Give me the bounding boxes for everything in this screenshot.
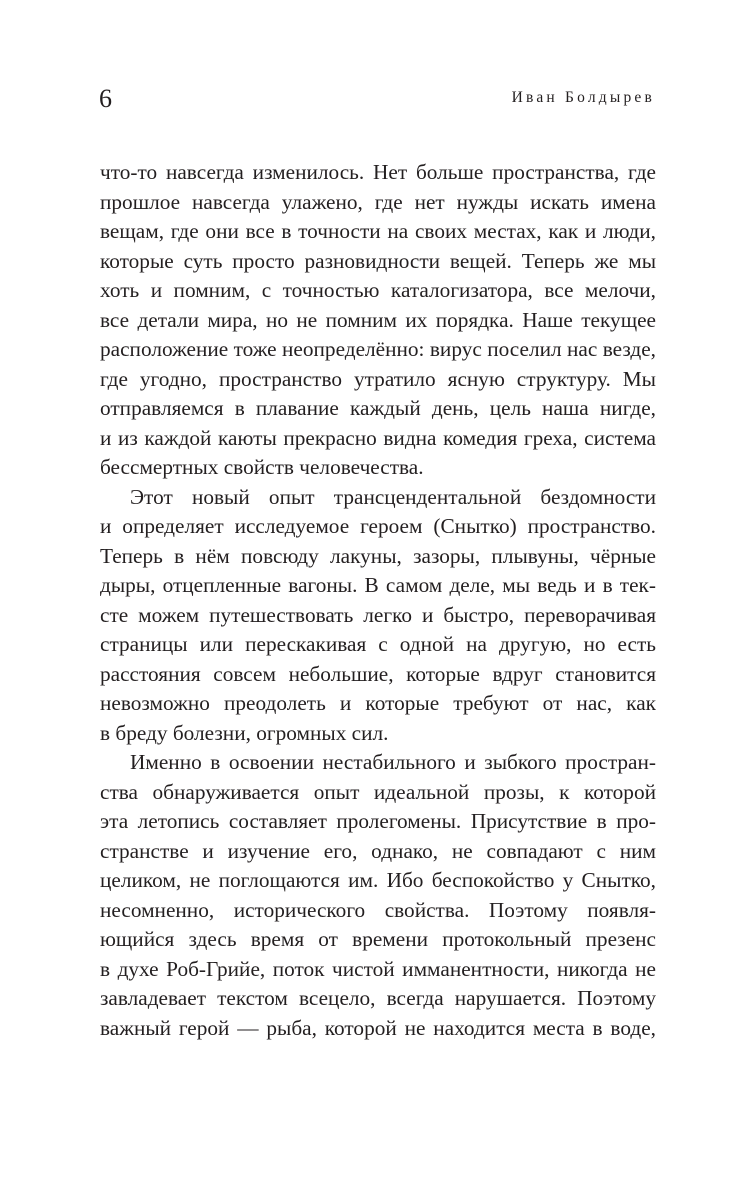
running-head-author: Иван Болдырев xyxy=(511,89,655,106)
text-line: хоть и помним, с точностью каталогизатора, все мелочи, xyxy=(100,278,656,302)
text-line: расположение тоже неопределённо: вирус поселил нас везде, xyxy=(100,337,656,361)
text-line: ства обнаруживается опыт идеальной прозы, к которой xyxy=(100,779,656,804)
text-line: важный герой — рыба, которой не находится места в воде, xyxy=(100,1015,656,1040)
paragraph xyxy=(100,158,656,483)
text-line: в духе Роб-Грийе, поток чистой имманентности, никогда не xyxy=(100,956,656,981)
text-line: прошлое навсегда улажено, где нет нужды искать имена xyxy=(100,189,656,214)
text-line: отправляемся в плавание каждый день, цель наша нигде, xyxy=(100,396,656,420)
text-line: Этот новый опыт трансцендентальной бездомности xyxy=(130,484,656,509)
text-line: невозможно преодолеть и которые требуют от нас, как xyxy=(100,691,656,715)
text-line: все детали мира, но не помним их порядка. Наше текущее xyxy=(100,307,656,332)
text-line: несомненно, исторического свойства. Поэтому появля- xyxy=(100,897,656,922)
text-line: что-то навсегда изменилось. Нет больше пространства, где xyxy=(100,160,656,184)
text-line: Теперь в нём повсюду лакуны, зазоры, плывуны, чёрные xyxy=(100,543,656,568)
text-line: страницы или перескакивая с одной на другую, но есть xyxy=(100,632,656,656)
text-line: ющийся здесь время от времени протокольный презенс xyxy=(100,927,656,951)
text-line: и определяет исследуемое героем (Снытко) пространство. xyxy=(100,514,656,538)
text-line: в бреду болезни, огромных сил. xyxy=(100,720,389,745)
paragraph xyxy=(100,483,656,749)
text-line: дыры, отцепленные вагоны. В самом деле, мы ведь и в тек- xyxy=(100,573,656,597)
paragraph xyxy=(100,748,656,1043)
text-line: странстве и изучение его, однако, не совпадают с ним xyxy=(100,838,656,863)
text-line: завладевает текстом всецело, всегда нарушается. Поэтому xyxy=(100,986,656,1010)
text-line: которые суть просто разновидности вещей. Теперь же мы xyxy=(100,248,656,273)
text-line: бессмертных свойств человечества. xyxy=(100,455,424,479)
text-line: где угодно, пространство утратило ясную структуру. Мы xyxy=(100,366,656,391)
text-line: расстояния совсем небольшие, которые вдруг становится xyxy=(100,661,656,686)
text-line: эта летопись составляет пролегомены. Присутствие в про- xyxy=(100,809,656,833)
text-line: вещам, где они все в точности на своих местах, как и люди, xyxy=(100,219,656,243)
text-line: Именно в освоении нестабильного и зыбкого простран- xyxy=(130,750,656,774)
page-number: 6 xyxy=(99,84,112,113)
text-line: целиком, не поглощаются им. Ибо беспокойство у Снытко, xyxy=(100,868,656,892)
body-text xyxy=(100,158,656,1043)
text-line: и из каждой каюты прекрасно видна комедия греха, система xyxy=(100,425,656,450)
text-line: сте можем путешествовать легко и быстро, переворачивая xyxy=(100,602,656,627)
